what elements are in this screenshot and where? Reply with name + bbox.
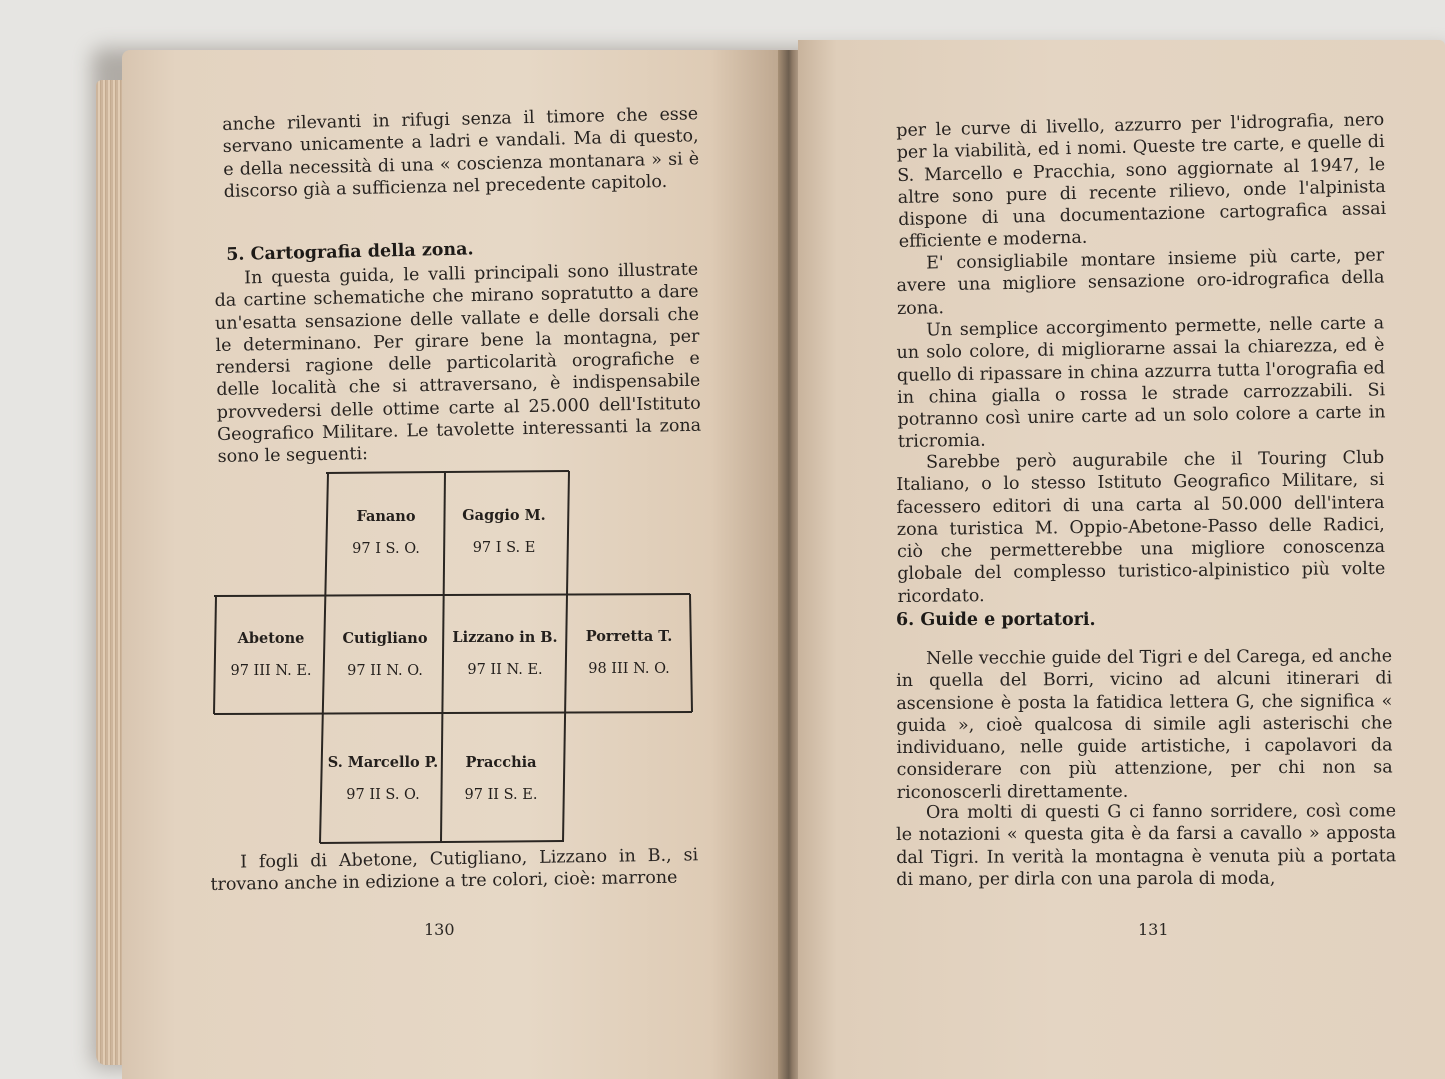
sheet-name: Lizzano in B. — [452, 629, 558, 646]
right-guide-paragraph — [896, 645, 1393, 804]
right-accorgimento-paragraph — [896, 312, 1386, 453]
table-cell — [324, 754, 442, 803]
sheet-code: 97 II S. E. — [464, 787, 538, 803]
table-cell — [212, 630, 330, 679]
paragraph: Nelle vecchie guide del Tigri e del Carega, ed anche in quella del Borri, vicino ad alcuni itinerari di ascensione è posta la fatidica lettera G, che significa « guida », cioè qualcosa di simile agli asterischi che individuano, nelle guide artistiche, i capolavori da considerare con più attenzione, per chi non sa riconoscerli direttamente. — [896, 646, 1393, 803]
paragraph: In questa guida, le valli principali sono illustrate da cartine schematiche che mirano sopratutto a dare un'esatta sensazione delle vallate e delle dorsali che le determinano. Per girare bene la montagna, per rendersi ragione delle particolarità orografiche e delle località che si attraversano, è indispensabile provvedersi delle ottime carte al 25.000 dell'Istituto Geografico Militare. Le tavolette interessanti la zona sono le seguenti: — [214, 259, 702, 468]
section-heading-guide: 6. Guide e portatori. — [896, 610, 1096, 630]
sheet-name: Fanano — [356, 508, 416, 525]
sheet-name: S. Marcello P. — [327, 754, 439, 771]
right-touring-paragraph — [896, 447, 1386, 608]
sheet-name: Porretta T. — [585, 628, 673, 645]
table-cell — [326, 630, 444, 679]
table-cell — [446, 629, 564, 678]
page-number-left: 130 — [424, 920, 455, 939]
paragraph: Ora molti di questi G ci fanno sorridere, così come le notazioni « questa gita è da farsi a cavallo » apposta dal Tigri. In verità la montagna è venuta più a portata di mano, per dirla con una parola di moda, — [896, 801, 1397, 890]
left-intro-paragraph — [222, 103, 700, 203]
table-cell — [445, 507, 563, 556]
sheet-code: 97 II N. O. — [347, 663, 423, 679]
paragraph: E' consigliabile montare insieme più carte, per avere una migliore sensazione oro-idrografica della zona. — [896, 245, 1385, 319]
sheet-code: 97 II N. E. — [467, 662, 543, 678]
table-cell — [327, 508, 445, 557]
paragraph: per le curve di livello, azzurro per l'idrografia, nero per la viabilità, ed i nomi. Queste tre carte, e quelle di S. Marcello e Pracchia, sono aggiornate al 1947, le altre sono pure di recente rilievo, onde l'alpinista dispone di una documentazione cartografica assai efficiente e moderna. — [896, 109, 1387, 253]
section-heading-cartografia: 5. Cartografia della zona. — [226, 239, 474, 265]
page-number-right: 131 — [1138, 920, 1169, 939]
sheet-name: Abetone — [237, 630, 305, 647]
sheet-code: 97 III N. E. — [230, 663, 312, 679]
sheet-code: 98 III N. O. — [588, 661, 670, 677]
sheet-name: Cutigliano — [342, 630, 428, 647]
right-consigliabile-paragraph — [896, 244, 1385, 319]
sheet-name: Pracchia — [465, 754, 537, 771]
right-ora-paragraph — [896, 800, 1396, 891]
sheet-code: 97 I S. O. — [352, 541, 420, 557]
paragraph: anche rilevanti in rifugi senza il timore che esse servano unicamente a ladri e vandali. Ma di questo, e della necessità di una « coscienza montanara » si è discorso già a sufficienza nel precedente capitolo. — [222, 104, 700, 202]
right-curve-paragraph — [896, 109, 1387, 254]
sheet-name: Gaggio M. — [462, 507, 546, 524]
sheet-code: 97 II S. O. — [346, 787, 420, 803]
left-page — [122, 50, 790, 1079]
paragraph: I fogli di Abetone, Cutigliano, Lizzano in B., si trovano anche in edizione a tre colori, cioè: marrone — [210, 845, 699, 896]
paragraph: Un semplice accorgimento permette, nelle carte a un solo colore, di migliorarne assai la chiarezza, ed è quello di ripassare in china azzurra tutta l'orografia ed in china gialla o rossa le strade carrozzabili. Si potranno così unire carte ad un solo colore a carte in tricromia. — [896, 313, 1386, 453]
left-fogli-paragraph — [210, 844, 699, 896]
sheet-code: 97 I S. E — [472, 540, 536, 556]
table-cell — [570, 628, 688, 677]
left-cartografia-paragraph — [214, 259, 702, 469]
paragraph: Sarebbe però augurabile che il Touring Club Italiano, o lo stesso Istituto Geografico Militare, si facessero editori di una carta al 50.000 dell'intera zona turistica M. Oppio-Abetone-Passo delle Radici, ciò che permetterebbe una migliore conoscenza globale del complesso turistico-alpinistico più volte ricordato. — [896, 447, 1386, 607]
table-cell — [442, 754, 560, 803]
